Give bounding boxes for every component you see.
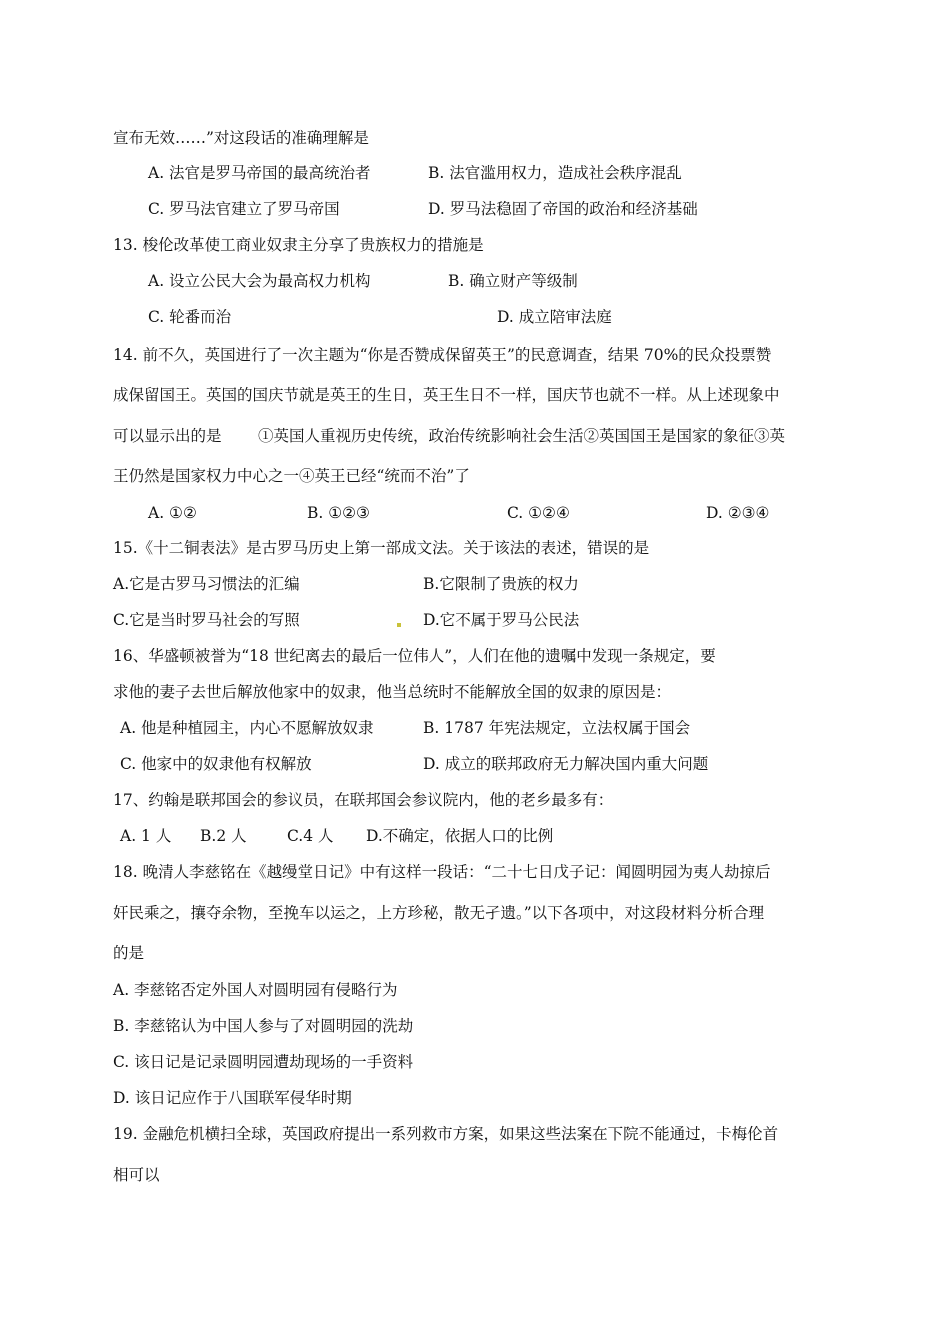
q16-option-a: A. 他是种植园主，内心不愿解放奴隶 — [120, 719, 374, 737]
stray-mark — [397, 623, 401, 627]
q12-option-c: C. 罗马法官建立了罗马帝国 — [148, 200, 340, 218]
question-19-line-2: 相可以 — [113, 1166, 160, 1184]
question-14: 14. 前不久，英国进行了一次主题为“你是否赞成保留英王”的民意调查，结果 70%的民众投票赞 — [113, 346, 772, 364]
q14-option-c: C. ①②④ — [507, 504, 570, 522]
q18-option-a: A. 李慈铭否定外国人对圆明园有侵略行为 — [113, 981, 398, 999]
q18-option-d: D. 该日记应作于八国联军侵华时期 — [113, 1089, 352, 1107]
text-line: 宣布无效……”对这段话的准确理解是 — [113, 129, 369, 147]
q15-option-c: C.它是当时罗马社会的写照 — [113, 611, 300, 629]
q14-option-a: A. ①② — [148, 504, 197, 522]
q15-option-d: D.它不属于罗马公民法 — [423, 611, 580, 629]
q12-option-d: D. 罗马法稳固了帝国的政治和经济基础 — [428, 200, 698, 218]
q13-option-d: D. 成立陪审法庭 — [497, 308, 612, 326]
question-16-line-2: 求他的妻子去世后解放他家中的奴隶，他当总统时不能解放全国的奴隶的原因是： — [113, 683, 672, 701]
q16-option-d: D. 成立的联邦政府无力解决国内重大问题 — [423, 755, 709, 773]
question-17: 17、约翰是联邦国会的参议员，在联邦国会参议院内，他的老乡最多有： — [113, 791, 614, 809]
q18-option-c: C. 该日记是记录圆明园遭劫现场的一手资料 — [113, 1053, 414, 1071]
q17-option-d: D.不确定，依据人口的比例 — [366, 827, 554, 845]
q12-option-a: A. 法官是罗马帝国的最高统治者 — [148, 164, 371, 182]
q15-option-a: A.它是古罗马习惯法的汇编 — [113, 575, 300, 593]
q16-option-b: B. 1787 年宪法规定，立法权属于国会 — [423, 719, 691, 737]
q16-option-c: C. 他家中的奴隶他有权解放 — [120, 755, 312, 773]
question-13: 13. 梭伦改革使工商业奴隶主分享了贵族权力的措施是 — [113, 236, 484, 254]
question-18-line-3: 的是 — [113, 944, 145, 962]
question-14-line-4: 王仍然是国家权力中心之一④英王已经“统而不治”了 — [113, 467, 470, 485]
q12-option-b: B. 法官滥用权力，造成社会秩序混乱 — [428, 164, 682, 182]
question-14-line-2: 成保留国王。英国的国庆节就是英王的生日，英王生日不一样，国庆节也就不一样。从上述现象中 — [113, 386, 780, 404]
question-14-line-3a: 可以显示出的是 — [113, 427, 222, 445]
q17-option-c: C.4 人 — [287, 827, 334, 845]
question-18: 18. 晚清人李慈铭在《越缦堂日记》中有这样一段话：“二十七日戊子记：闻圆明园为夷人劫掠后 — [113, 863, 771, 881]
q13-option-a: A. 设立公民大会为最高权力机构 — [148, 272, 371, 290]
q17-option-a: A. 1 人 — [120, 827, 172, 845]
question-14-line-3b: ①英国人重视历史传统，政治传统影响社会生活②英国国王是国家的象征③英 — [258, 427, 786, 445]
q13-option-b: B. 确立财产等级制 — [448, 272, 578, 290]
question-15: 15.《十二铜表法》是古罗马历史上第一部成文法。关于该法的表述，错误的是 — [113, 539, 650, 557]
q13-option-c: C. 轮番而治 — [148, 308, 232, 326]
q15-option-b: B.它限制了贵族的权力 — [423, 575, 579, 593]
q14-option-b: B. ①②③ — [307, 504, 370, 522]
q17-option-b: B.2 人 — [200, 827, 247, 845]
question-18-line-2: 奸民乘之，攘夺余物，至挽车以运之，上方珍秘，散无孑遗。”以下各项中，对这段材料分析合理 — [113, 904, 765, 922]
question-19: 19. 金融危机横扫全球，英国政府提出一系列救市方案，如果这些法案在下院不能通过，卡梅伦首 — [113, 1125, 779, 1143]
question-16: 16、华盛顿被誉为“18 世纪离去的最后一位伟人”，人们在他的遗嘱中发现一条规定，要 — [113, 647, 716, 665]
q18-option-b: B. 李慈铭认为中国人参与了对圆明园的洗劫 — [113, 1017, 414, 1035]
q14-option-d: D. ②③④ — [706, 504, 770, 522]
